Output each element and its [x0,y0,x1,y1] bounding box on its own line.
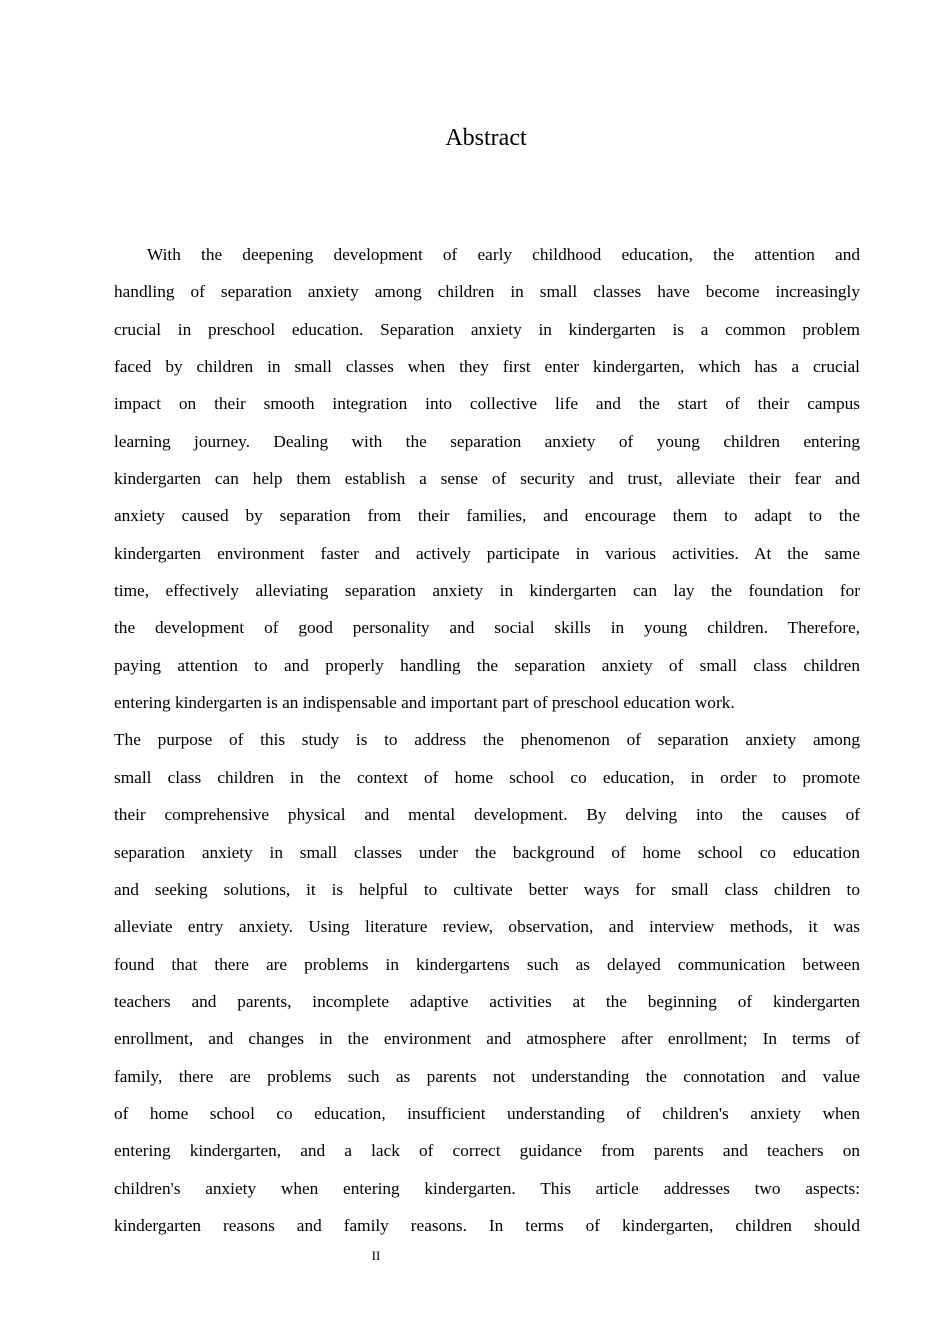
text-line: found that there are problems in kindergartens such as delayed communication between [114,954,860,974]
text-line: The purpose of this study is to address the phenomenon of separation anxiety among [114,730,860,750]
text-line: and seeking solutions, it is helpful to cultivate better ways for small class children to [114,879,860,899]
text-line: faced by children in small classes when they first enter kindergarten, which has a crucial [114,357,860,377]
page-number: II [371,1248,381,1263]
text-line: family, there are problems such as parents not understanding the connotation and value [114,1066,860,1086]
text-line: anxiety caused by separation from their families, and encourage them to adapt to the [114,506,860,526]
text-line: entering kindergarten is an indispensable and important part of preschool education work. [114,693,735,713]
text-line: kindergarten can help them establish a sense of security and trust, alleviate their fear and [114,469,860,489]
text-line: crucial in preschool education. Separation anxiety in kindergarten is a common problem [114,319,860,339]
text-line: separation anxiety in small classes under the background of home school co education [114,842,860,862]
text-line: enrollment, and changes in the environment and atmosphere after enrollment; In terms of [114,1029,860,1049]
text-line: alleviate entry anxiety. Using literature review, observation, and interview methods, it was [114,917,860,937]
text-line: small class children in the context of home school co education, in order to promote [114,767,860,787]
text-line: handling of separation anxiety among children in small classes have become increasingly [114,282,860,302]
text-line: children's anxiety when entering kindergarten. This article addresses two aspects: [114,1178,860,1198]
text-line: their comprehensive physical and mental development. By delving into the causes of [114,805,860,825]
abstract-body [114,236,860,1244]
text-line: teachers and parents, incomplete adaptive activities at the beginning of kindergarten [114,991,860,1011]
text-line: the development of good personality and social skills in young children. Therefore, [114,618,860,638]
text-line: learning journey. Dealing with the separation anxiety of young children entering [114,431,860,451]
text-line: time, effectively alleviating separation anxiety in kindergarten can lay the foundation for [114,581,860,601]
text-line: With the deepening development of early childhood education, the attention and [147,245,860,264]
text-line: kindergarten environment faster and actively participate in various activities. At the same [114,543,860,563]
text-line: kindergarten reasons and family reasons. In terms of kindergarten, children should [114,1215,860,1235]
text-line: entering kindergarten, and a lack of correct guidance from parents and teachers on [114,1141,860,1161]
text-line: paying attention to and properly handling the separation anxiety of small class children [114,655,860,675]
abstract-title: Abstract [445,125,527,151]
text-line: impact on their smooth integration into collective life and the start of their campus [114,394,860,414]
text-line: of home school co education, insufficient understanding of children's anxiety when [114,1103,860,1123]
